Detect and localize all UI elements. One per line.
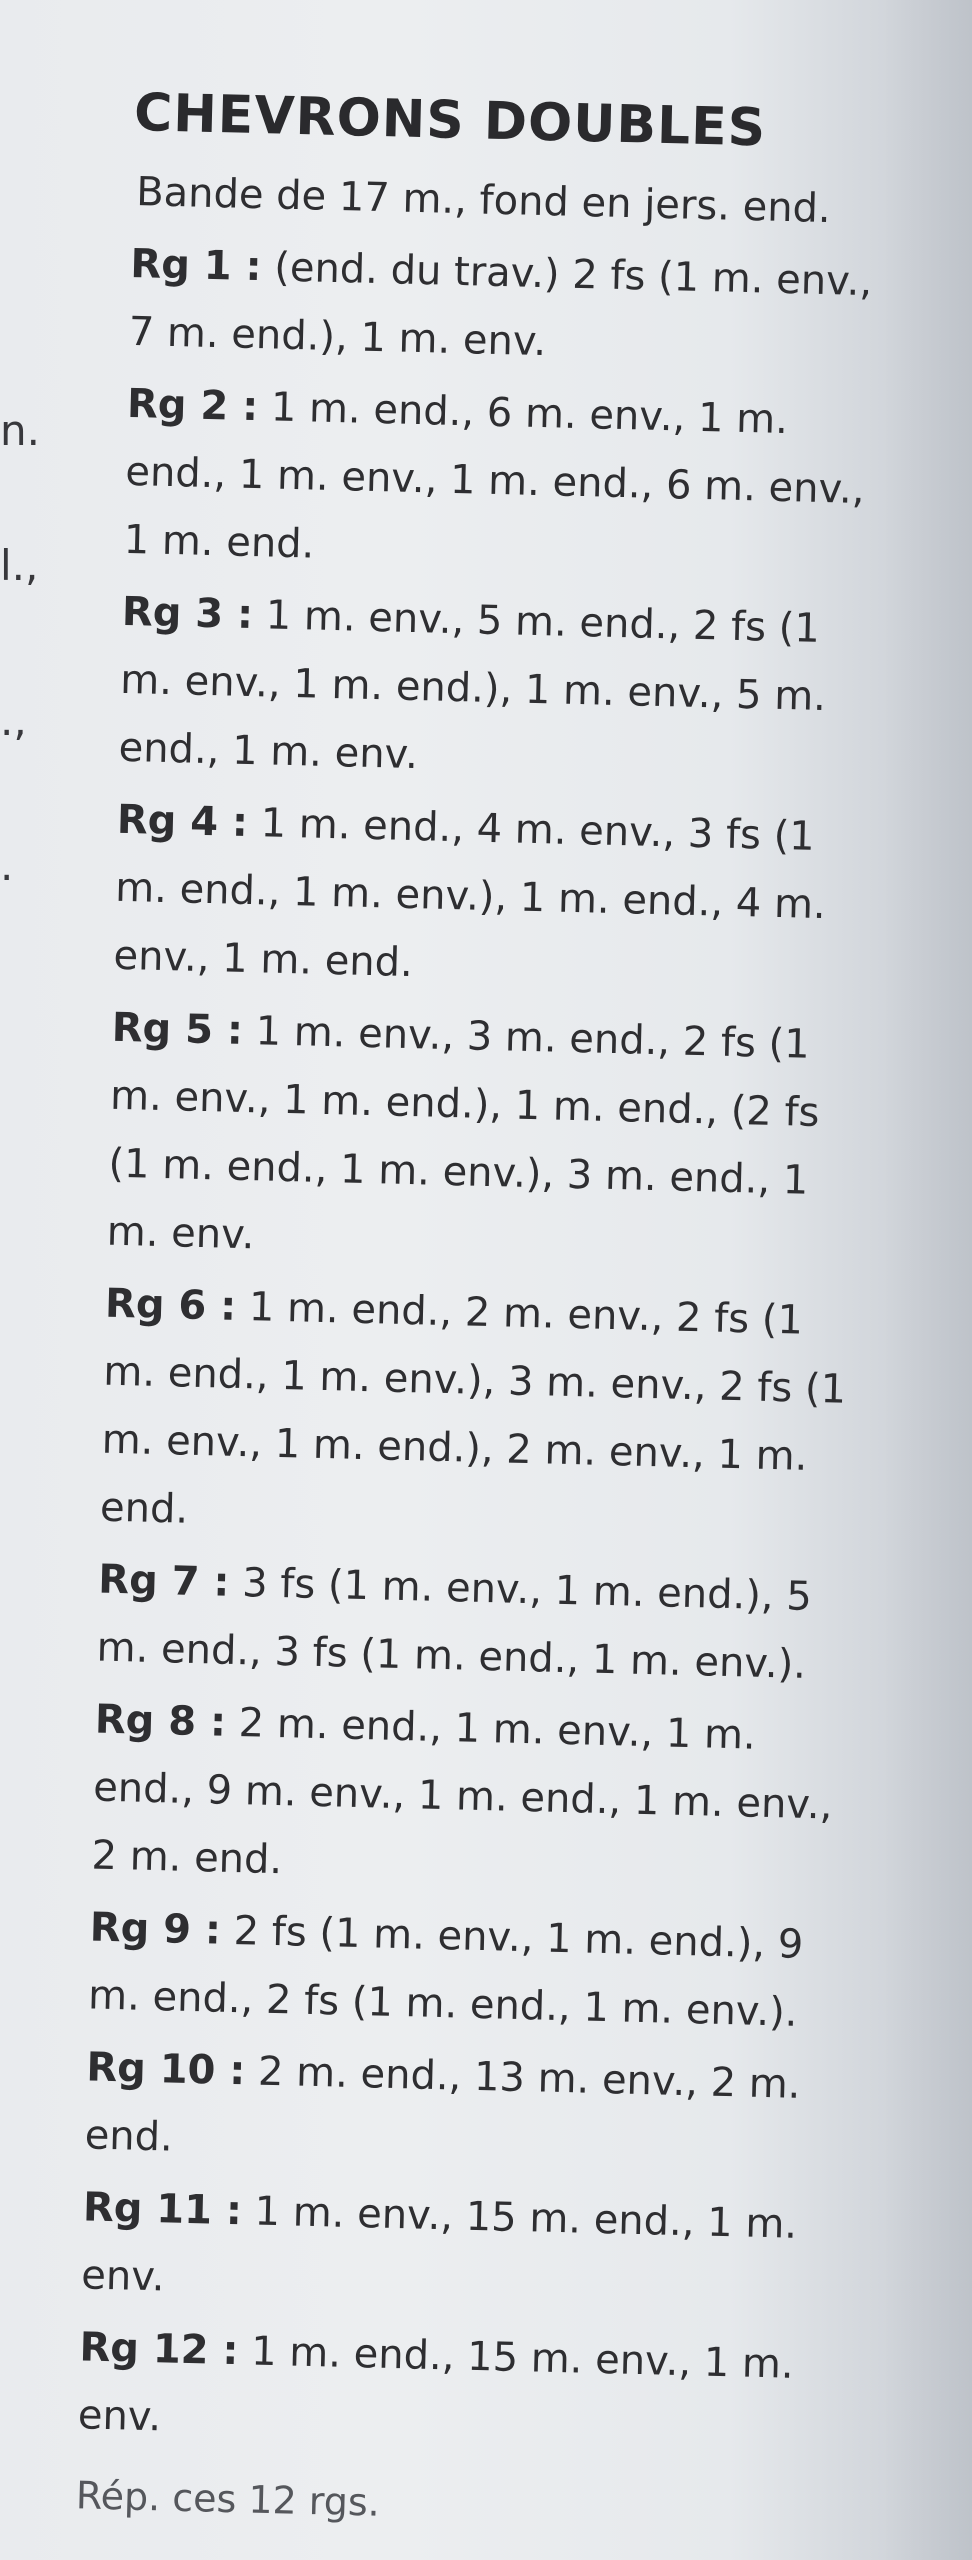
- row-label: Rg 4 :: [116, 796, 249, 846]
- row-label: Rg 5 :: [111, 1004, 244, 1054]
- row-instruction-2: [123, 370, 888, 593]
- row-instruction-1: [128, 230, 891, 385]
- row-text: 1 m. env., 15 m. end., 1 m. env.: [80, 2188, 798, 2300]
- row-text: 2 fs (1 m. env., 1 m. end.), 9 m. end., 2 fs (1 m. end., 1 m. env.).: [87, 1907, 804, 2036]
- row-label: Rg 8 :: [94, 1696, 227, 1746]
- row-label: Rg 6 :: [104, 1280, 237, 1330]
- pattern-title: CHEVRONS DOUBLES: [133, 82, 767, 159]
- row-label: Rg 3 :: [121, 588, 254, 638]
- page-edge-shadow: [882, 0, 972, 2560]
- row-instruction-3: [118, 577, 883, 800]
- row-label: Rg 12 :: [79, 2323, 240, 2374]
- row-text: 3 fs (1 m. env., 1 m. end.), 5 m. end., 3 fs (1 m. end., 1 m. env.).: [96, 1559, 813, 1688]
- row-instruction-8: [91, 1685, 856, 1908]
- row-instruction-7: [96, 1545, 859, 1700]
- row-text: 1 m. end., 2 m. env., 2 fs (1 m. end., 1 m. env.), 3 m. env., 2 fs (1 m. env., 1 m. end.), 2 m. env., 1 m. end.: [99, 1283, 847, 1533]
- row-label: Rg 2 :: [126, 380, 259, 430]
- row-text: 1 m. end., 15 m. env., 1 m. env.: [77, 2328, 795, 2440]
- row-text: 1 m. env., 3 m. end., 2 fs (1 m. env., 1 m. end.), 1 m. end., (2 fs (1 m. end., 1 m. env.), 3 m. end., 1 m. env.: [106, 1007, 821, 1258]
- margin-fragment: n.: [0, 406, 40, 455]
- row-instruction-9: [87, 1893, 850, 2048]
- row-label: Rg 1 :: [129, 240, 263, 290]
- row-instruction-12: [77, 2313, 840, 2468]
- row-instruction-5: [106, 993, 872, 1283]
- knitting-pattern: [75, 80, 895, 2547]
- row-instruction-11: [81, 2173, 844, 2328]
- row-text: 2 m. end., 1 m. env., 1 m. end., 9 m. env., 1 m. end., 1 m. env., 2 m. end.: [91, 1699, 833, 1883]
- row-label: Rg 11 :: [82, 2183, 243, 2234]
- row-instruction-10: [84, 2033, 847, 2188]
- repeat-note: Rép. ces 12 rgs.: [75, 2472, 381, 2525]
- row-text: (end. du trav.) 2 fs (1 m. env., 7 m. end.), 1 m. env.: [128, 244, 873, 365]
- row-text: 1 m. end., 6 m. env., 1 m. end., 1 m. env., 1 m. end., 6 m. env., 1 m. end.: [123, 384, 866, 568]
- margin-fragment: .,: [0, 696, 27, 745]
- previous-column-fragments: [0, 0, 70, 2560]
- row-text: 2 m. end., 13 m. env., 2 m. end.: [84, 2048, 802, 2161]
- margin-fragment: .: [0, 841, 14, 890]
- row-text: 1 m. env., 5 m. end., 2 fs (1 m. env., 1 m. end.), 1 m. env., 5 m. end., 1 m. env.: [118, 591, 827, 778]
- margin-fragment: l.,: [0, 541, 39, 590]
- row-text: 1 m. end., 4 m. env., 3 fs (1 m. end., 1 m. env.), 1 m. end., 4 m. env., 1 m. end.: [113, 799, 827, 986]
- row-instruction-6: [99, 1269, 865, 1559]
- row-label: Rg 10 :: [85, 2044, 246, 2094]
- row-label: Rg 9 :: [89, 1904, 222, 1954]
- row-label: Rg 7 :: [97, 1556, 231, 1606]
- row-instruction-4: [113, 785, 878, 1008]
- pattern-intro: Bande de 17 m., fond en jers. end.: [135, 168, 832, 232]
